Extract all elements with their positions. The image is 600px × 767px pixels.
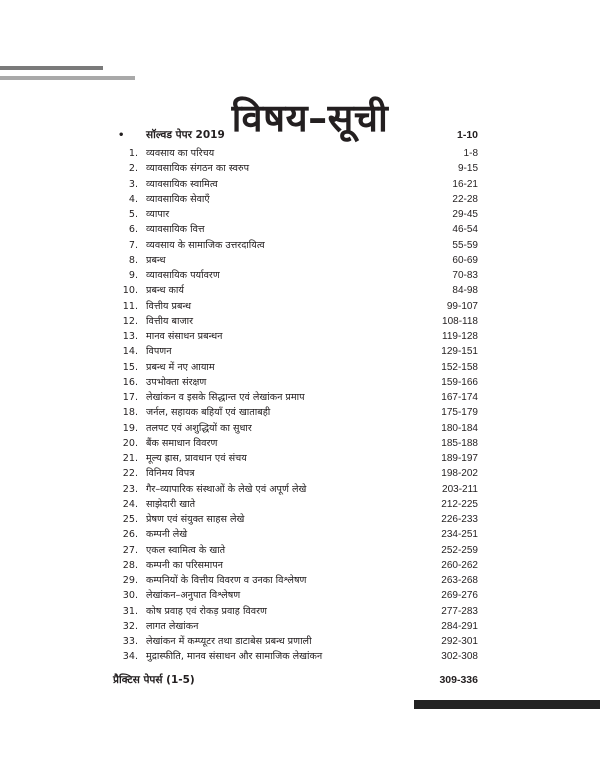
entry-pages: 260-262 — [441, 559, 478, 571]
toc-entry[interactable] — [0, 588, 600, 603]
entry-pages: 226-233 — [441, 514, 478, 525]
entry-label: व्यावसायिक पर्यावरण — [146, 270, 220, 281]
entry-pages: 70-83 — [452, 270, 478, 281]
entry-label: साझेदारी खाते — [146, 498, 196, 510]
entry-number: 19. — [122, 422, 138, 434]
entry-label: मूल्य ह्रास, प्रावधान एवं संचय — [146, 453, 247, 464]
entry-number: 11. — [122, 300, 138, 312]
entry-label: मानव संसाधन प्रबन्धन — [146, 331, 223, 342]
toc-entry[interactable] — [0, 161, 600, 176]
entry-pages: 152-158 — [441, 361, 478, 373]
entry-pages: 185-188 — [441, 437, 478, 449]
entry-number: 32. — [122, 620, 138, 632]
entry-number: 20. — [122, 437, 138, 449]
entry-label: जर्नल, सहायक बहियाँ एवं खाताबही — [146, 407, 271, 419]
toc-entry[interactable] — [0, 390, 600, 405]
entry-label: कम्पनी लेखे — [146, 529, 188, 541]
entry-number: 14. — [122, 346, 138, 358]
entry-label: व्यावसायिक संगठन का स्वरुप — [146, 163, 250, 175]
entry-pages: 302-308 — [441, 651, 478, 663]
entry-pages: 309-336 — [439, 674, 478, 686]
entry-label: गैर–व्यापारिक संस्थाओं के लेखे एवं अपूर्ण लेखे — [146, 483, 307, 495]
entry-number: 26. — [122, 529, 138, 541]
toc-entry[interactable] — [0, 253, 600, 268]
toc-entry[interactable] — [0, 466, 600, 481]
entry-number: 2. — [128, 163, 138, 175]
toc-entry-solved-paper[interactable] — [0, 128, 600, 143]
entry-number: 5. — [128, 209, 138, 220]
entry-number: 17. — [122, 392, 138, 403]
entry-label: लागत लेखांकन — [146, 620, 199, 632]
entry-number: 6. — [128, 224, 138, 236]
toc-entry[interactable] — [0, 177, 600, 192]
entry-pages: 269-276 — [441, 590, 478, 602]
entry-number: 18. — [122, 407, 138, 419]
entry-label: बैंक समाधान विवरण — [146, 437, 218, 449]
entry-number: 22. — [122, 468, 138, 480]
entry-label: वित्तीय प्रबन्ध — [146, 300, 192, 312]
entry-pages: 263-268 — [441, 575, 478, 586]
toc-entry[interactable] — [0, 512, 600, 527]
entry-pages: 277-283 — [441, 605, 478, 617]
entry-number: 10. — [122, 285, 138, 297]
toc-entry[interactable] — [0, 375, 600, 390]
entry-number: 3. — [128, 178, 138, 190]
entry-label: व्यावसायिक वित्त — [146, 224, 205, 236]
toc-entry[interactable] — [0, 360, 600, 375]
toc-entry[interactable] — [0, 238, 600, 253]
entry-label: कोष प्रवाह एवं रोकड़ प्रवाह विवरण — [146, 605, 267, 617]
entry-pages: 9-15 — [457, 163, 478, 175]
entry-label: एकल स्वामित्व के खाते — [146, 544, 226, 556]
entry-label: तलपट एवं अशुद्धियों का सुधार — [146, 422, 252, 434]
toc-entry[interactable] — [0, 451, 600, 466]
entry-number: 34. — [122, 651, 138, 663]
entry-pages: 159-166 — [441, 376, 478, 388]
entry-label: विनिमय विपत्र — [146, 468, 195, 480]
toc-entry[interactable] — [0, 634, 600, 649]
toc-entry[interactable] — [0, 558, 600, 573]
entry-number: 4. — [128, 193, 138, 205]
entry-pages: 1-10 — [456, 129, 478, 141]
entry-label: व्यावसायिक सेवाएँ — [146, 193, 210, 205]
toc-entry[interactable] — [0, 543, 600, 558]
entry-label: प्रबन्ध कार्य — [146, 285, 184, 297]
toc-entry[interactable] — [0, 421, 600, 436]
entry-pages: 1-8 — [463, 148, 478, 159]
toc-entry[interactable] — [0, 314, 600, 329]
toc-entry[interactable] — [0, 527, 600, 542]
toc-entry[interactable] — [0, 649, 600, 664]
toc-entry[interactable] — [0, 329, 600, 344]
entry-label: विपणन — [146, 346, 172, 358]
entry-pages: 119-128 — [442, 331, 478, 342]
entry-label: लेखांकन में कम्प्यूटर तथा डाटाबेस प्रबन्ध प्रणाली — [146, 636, 312, 647]
entry-number: 7. — [128, 239, 138, 251]
entry-number: 9. — [128, 270, 138, 281]
page-title: विषय–सूची — [231, 96, 389, 141]
entry-pages: 175-179 — [441, 407, 478, 419]
entry-label: प्रबन्ध में नए आयाम — [146, 361, 215, 373]
toc-entry[interactable] — [0, 222, 600, 237]
entry-number: 30. — [122, 590, 138, 602]
entry-pages: 189-197 — [441, 453, 478, 464]
toc-entry[interactable] — [0, 604, 600, 619]
entry-number: 33. — [122, 636, 138, 647]
toc-entry[interactable] — [0, 268, 600, 283]
entry-label: लेखांकन व इसके सिद्धान्त एवं लेखांकन प्रमाप — [146, 392, 305, 403]
toc-entry[interactable] — [0, 436, 600, 451]
entry-number: 21. — [122, 453, 138, 464]
entry-label: कम्पनी का परिसमापन — [146, 559, 223, 571]
entry-pages: 84-98 — [452, 285, 478, 297]
entry-label: लेखांकन–अनुपात विश्लेषण — [146, 590, 241, 602]
entry-number: 16. — [122, 376, 138, 388]
entry-pages: 212-225 — [441, 498, 478, 510]
toc-entry[interactable] — [0, 192, 600, 207]
toc-entry[interactable] — [0, 405, 600, 420]
entry-pages: 203-211 — [442, 483, 478, 495]
decorative-bar-dark — [0, 66, 103, 70]
entry-label: व्यावसायिक स्वामित्व — [146, 178, 218, 190]
entry-label: वित्तीय बाजार — [146, 315, 194, 327]
entry-label: प्रेषण एवं संयुक्त साहस लेखे — [146, 514, 245, 525]
toc-entry[interactable] — [0, 207, 600, 222]
entry-label: कम्पनियों के वित्तीय विवरण व उनका विश्लेषण — [146, 575, 307, 586]
entry-number: 12. — [122, 315, 138, 327]
entry-number: 25. — [122, 514, 138, 525]
entry-number: 29. — [122, 575, 138, 586]
toc-entry[interactable] — [0, 146, 600, 161]
entry-pages: 22-28 — [452, 193, 478, 205]
entry-label: व्यवसाय का परिचय — [146, 148, 215, 159]
entry-label: व्यापार — [146, 209, 170, 220]
entry-pages: 198-202 — [441, 468, 478, 480]
toc-entry[interactable] — [0, 573, 600, 588]
entry-number: 24. — [122, 498, 138, 510]
entry-label: मुद्रास्फीति, मानव संसाधन और सामाजिक लेखांकन — [146, 651, 323, 663]
entry-number: 1. — [128, 148, 138, 159]
entry-pages: 284-291 — [441, 620, 478, 632]
entry-pages: 180-184 — [441, 422, 478, 434]
toc-entry[interactable] — [0, 497, 600, 512]
entry-label: व्यवसाय के सामाजिक उत्तरदायित्व — [146, 239, 265, 251]
toc-entry[interactable] — [0, 299, 600, 314]
entry-pages: 99-107 — [446, 300, 478, 312]
entry-pages: 46-54 — [452, 224, 478, 236]
toc-entry[interactable] — [0, 482, 600, 497]
bullet-icon: • — [118, 130, 125, 141]
entry-label: प्रैक्टिस पेपर्स (1-5) — [113, 674, 195, 686]
entry-label: सॉल्वड पेपर 2019 — [146, 129, 225, 141]
toc-entry-practice-papers[interactable] — [0, 673, 600, 688]
entry-pages: 29-45 — [452, 209, 478, 220]
entry-number: 27. — [122, 544, 138, 556]
decorative-bar-bottom — [414, 700, 600, 709]
entry-pages: 16-21 — [452, 178, 478, 190]
entry-pages: 234-251 — [441, 529, 478, 541]
entry-number: 31. — [122, 605, 138, 617]
toc-entry[interactable] — [0, 619, 600, 634]
entry-number: 15. — [122, 361, 138, 373]
entry-number: 28. — [122, 559, 138, 571]
decorative-bar-light — [0, 76, 135, 80]
entry-number: 13. — [122, 331, 138, 342]
entry-label: उपभोक्ता संरक्षण — [146, 376, 207, 388]
toc-entry[interactable] — [0, 344, 600, 359]
entry-pages: 129-151 — [441, 346, 478, 358]
entry-pages: 167-174 — [441, 392, 478, 403]
entry-number: 8. — [128, 254, 138, 266]
entry-label: प्रबन्ध — [146, 254, 166, 266]
toc-entry[interactable] — [0, 283, 600, 298]
entry-pages: 292-301 — [441, 636, 478, 647]
entry-pages: 60-69 — [452, 254, 478, 266]
entry-pages: 252-259 — [441, 544, 478, 556]
entry-pages: 55-59 — [452, 239, 478, 251]
entry-pages: 108-118 — [442, 315, 478, 327]
entry-number: 23. — [122, 483, 138, 495]
